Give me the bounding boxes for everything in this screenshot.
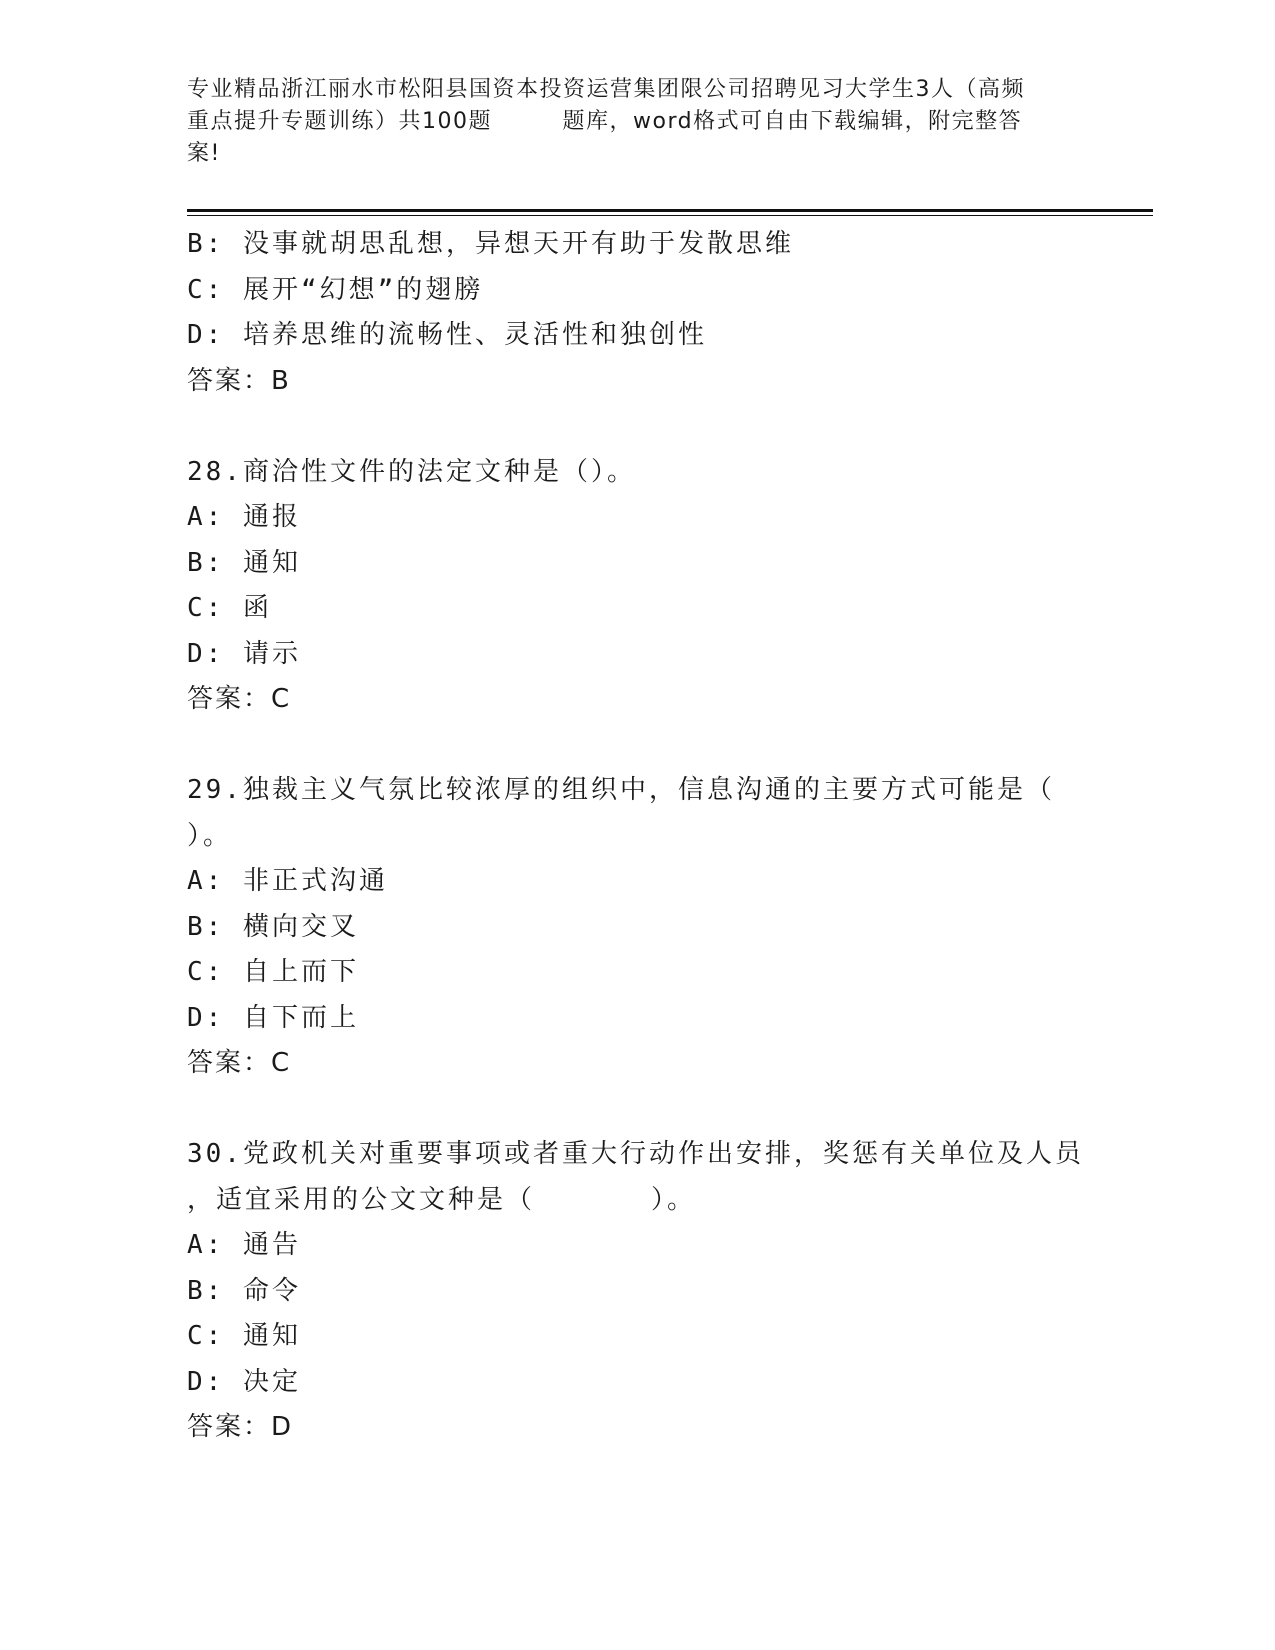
answer: 答案：C [187, 1048, 292, 1078]
option-b: B: 通知 [187, 547, 301, 578]
question-30 [187, 1132, 1084, 1451]
question-stem: 30.党政机关对重要事项或者重大行动作出安排，奖惩有关单位及人员 [187, 1139, 1084, 1169]
option-c: C: 展开“幻想”的翅膀 [187, 274, 484, 305]
option-a: A: 非正式沟通 [187, 866, 388, 896]
question-stem: 29.独裁主义气氛比较浓厚的组织中，信息沟通的主要方式可能是（ [187, 775, 1055, 805]
option-d: D: 培养思维的流畅性、灵活性和独创性 [187, 320, 707, 350]
question-stem-continued: ）。 [187, 820, 233, 851]
option-b: B: 横向交叉 [187, 911, 359, 942]
header-title-line-1: 专业精品浙江丽水市松阳县国资本投资运营集团限公司招聘见习大学生3人（高频 [187, 77, 1025, 102]
spacer [187, 723, 1067, 769]
prev-question [187, 222, 1067, 404]
answer: 答案：D [187, 1412, 294, 1442]
option-d: D: 自下而上 [187, 1002, 359, 1033]
spacer [187, 1087, 1067, 1133]
option-c: C: 通知 [187, 1321, 301, 1351]
spacer [187, 404, 1067, 450]
question-28 [187, 450, 1067, 723]
header-title-line-3: 案! [187, 141, 221, 166]
option-c: C: 函 [187, 593, 272, 623]
header-title-line-2: 重点提升专题训练）共100题 题库，word格式可自由下载编辑，附完整答 [187, 109, 1023, 134]
header-divider-thick [187, 209, 1153, 212]
option-b: B: 命令 [187, 1275, 301, 1306]
answer: 答案：C [187, 684, 292, 714]
option-d: D: 决定 [187, 1366, 301, 1397]
question-stem-continued: ，适宜采用的公文文种是（ ）。 [187, 1184, 697, 1215]
question-stem: 28.商洽性文件的法定文种是（）。 [187, 456, 636, 487]
answer: 答案：B [187, 365, 291, 396]
option-c: C: 自上而下 [187, 957, 359, 987]
question-29 [187, 768, 1067, 1087]
question-content [187, 222, 1084, 1451]
header-divider-thin [187, 215, 1153, 216]
option-a: A: 通告 [187, 1230, 301, 1260]
document-header [187, 74, 1087, 170]
option-b: B: 没事就胡思乱想，异想天开有助于发散思维 [187, 229, 794, 259]
option-d: D: 请示 [187, 638, 301, 669]
option-a: A: 通报 [187, 502, 301, 532]
